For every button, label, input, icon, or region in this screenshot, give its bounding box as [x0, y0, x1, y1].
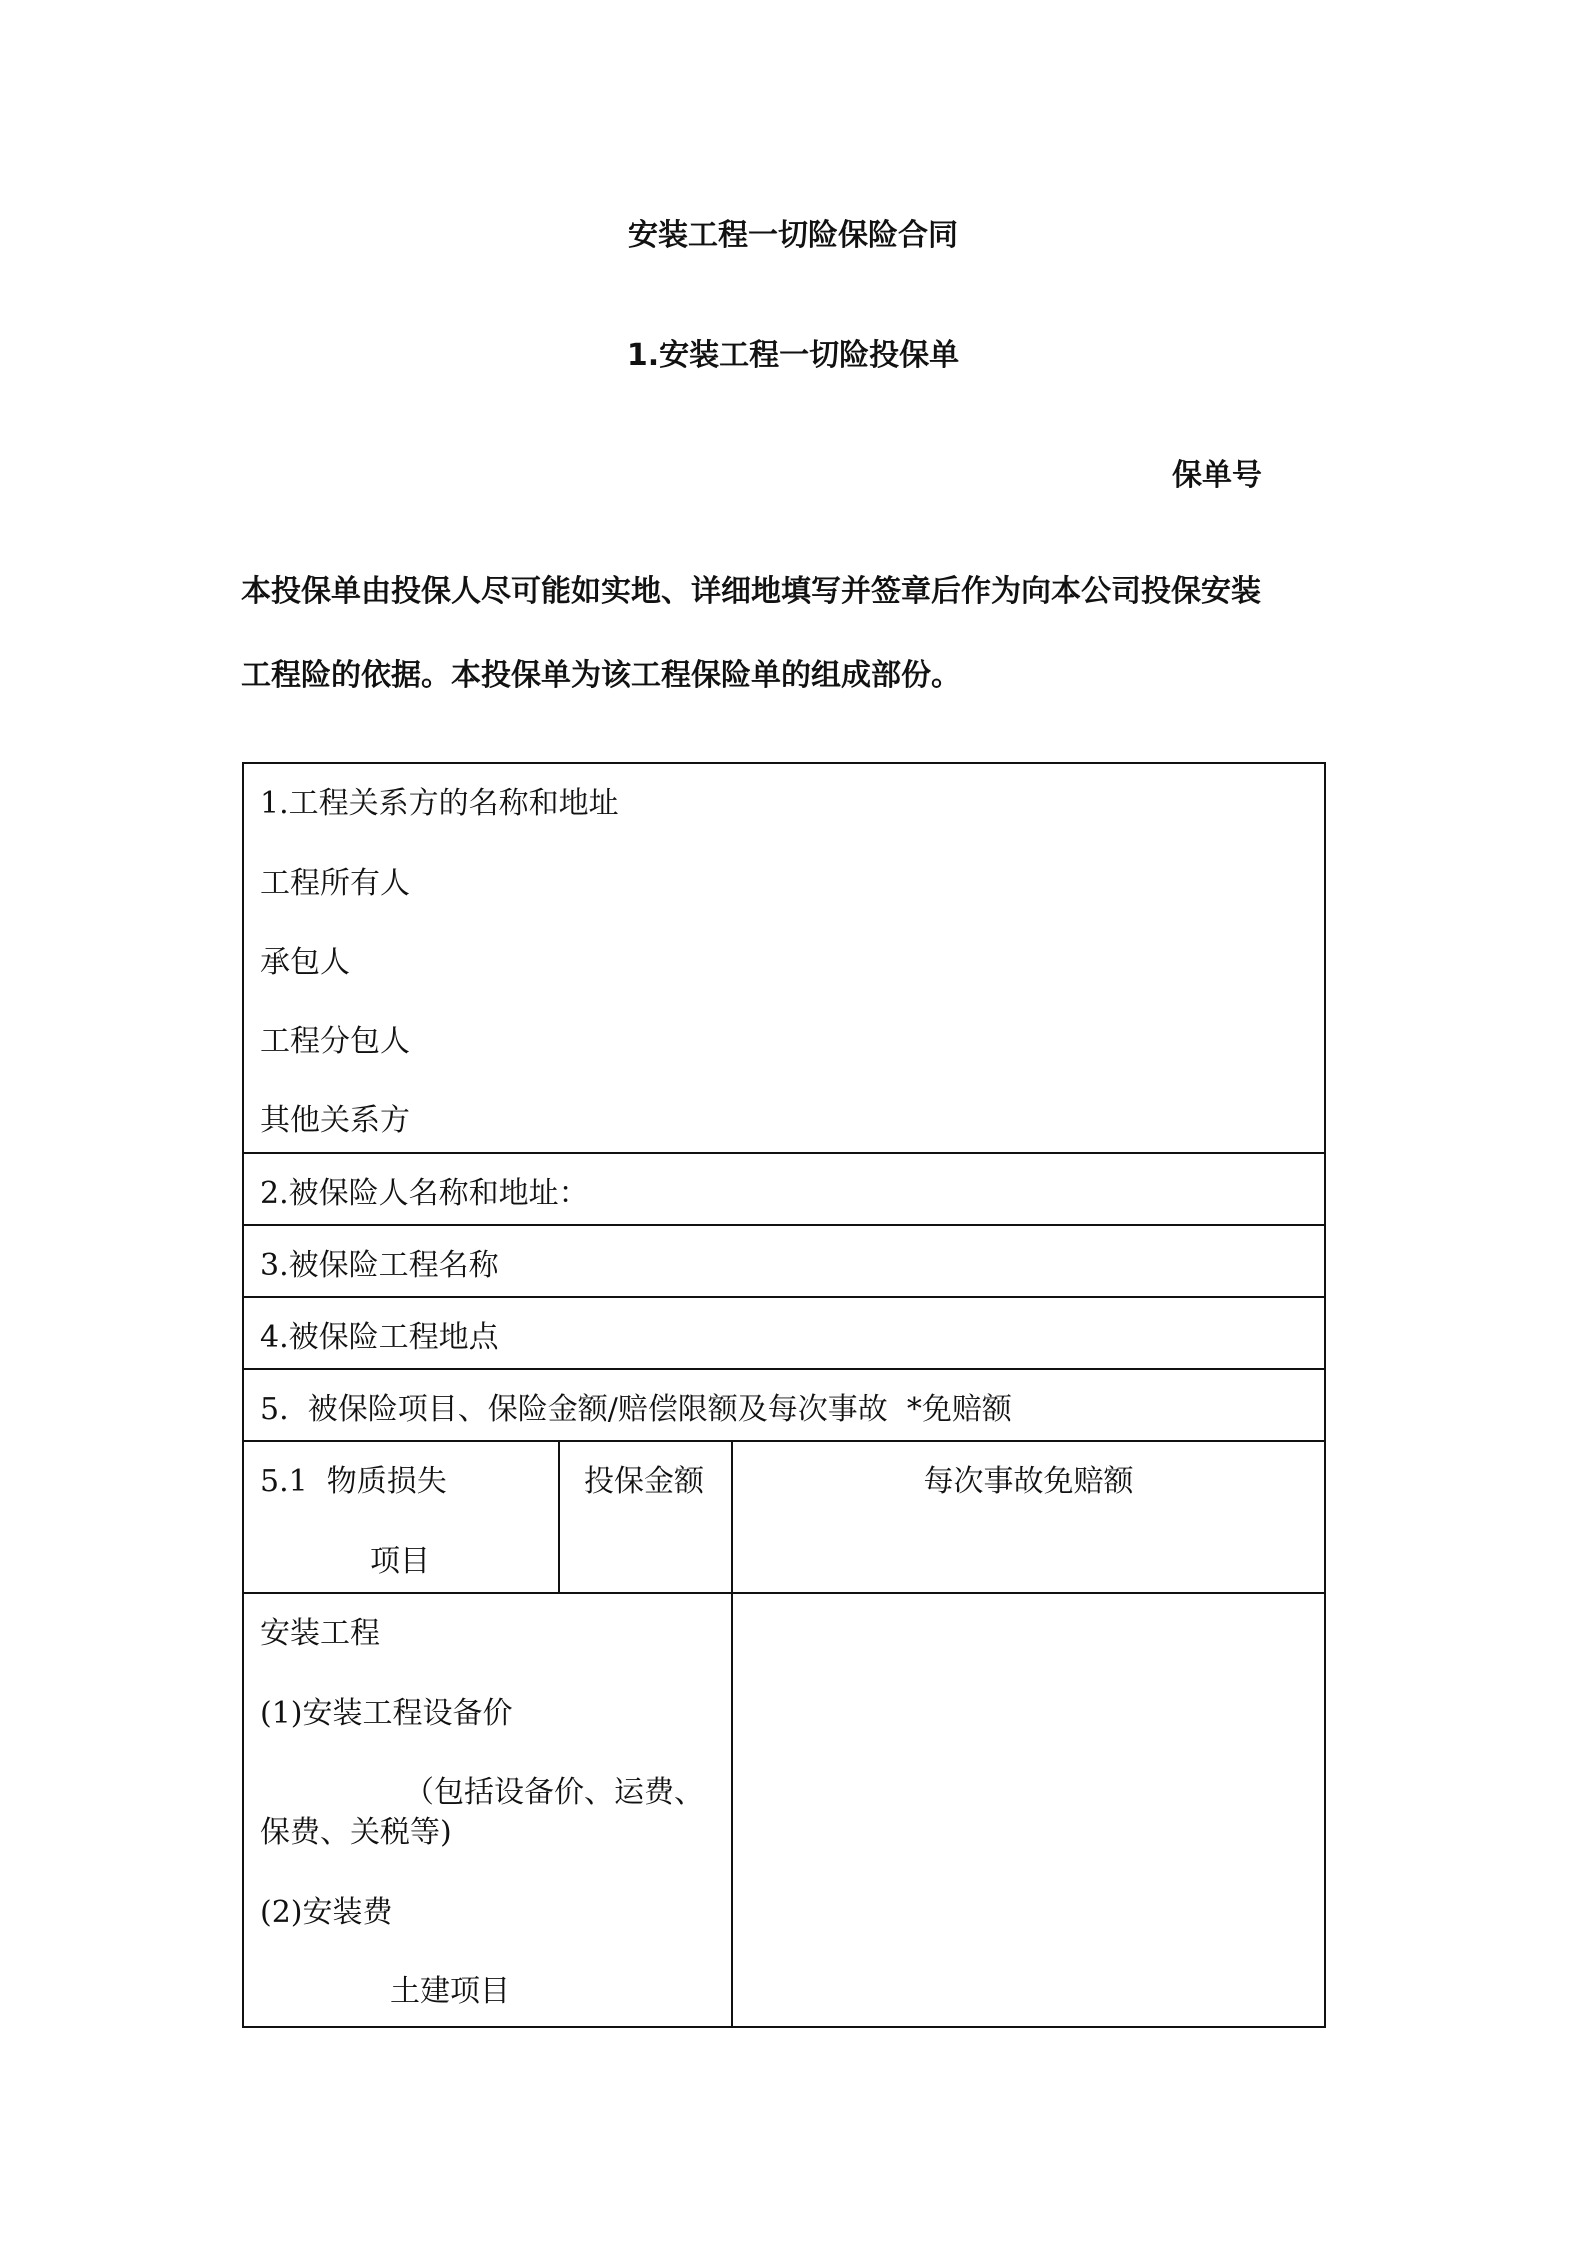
- intro-line-1: 本投保单由投保人尽可能如实地、详细地填写并签章后作为向本公司投保安装: [241, 574, 1261, 609]
- section-insured-items-label: 5. 被保险项目、保险金额/赔偿限额及每次事故 *免赔额: [260, 1392, 1012, 1427]
- document-title: 安装工程一切险保险合同: [628, 218, 958, 253]
- coverage-amount-cell[interactable]: [733, 1594, 1324, 2026]
- party-other-label: 其他关系方: [260, 1103, 410, 1138]
- section-parties-heading: 1.工程关系方的名称和地址: [260, 786, 619, 821]
- section-project-location: [244, 1298, 1324, 1370]
- policy-number-label: 保单号: [1172, 458, 1262, 493]
- section-insured-items: [244, 1370, 1324, 1442]
- application-form-table: [242, 762, 1326, 2028]
- item-equipment-note-1: （包括设备价、运费、: [404, 1775, 704, 1810]
- header-item-line2: 项目: [370, 1544, 430, 1579]
- section-insured-label: 2.被保险人名称和地址：: [260, 1176, 589, 1211]
- item-civil-works: 土建项目: [390, 1974, 510, 2009]
- coverage-items-cell: [244, 1594, 733, 2026]
- item-installation-works: 安装工程: [260, 1616, 380, 1651]
- coverage-items-row: [244, 1594, 1324, 2026]
- section-project-location-label: 4.被保险工程地点: [260, 1320, 499, 1355]
- section-project-name: [244, 1226, 1324, 1298]
- section-parties: [244, 764, 1324, 1154]
- header-deductible: 每次事故免赔额: [923, 1464, 1134, 1499]
- intro-line-2: 工程险的依据。本投保单为该工程保险单的组成部份。: [241, 658, 961, 693]
- document-subtitle: 1.安装工程一切险投保单: [626, 338, 960, 373]
- section-insured: [244, 1154, 1324, 1226]
- item-equipment-value: (1)安装工程设备价: [260, 1696, 513, 1731]
- party-contractor-label: 承包人: [260, 945, 350, 980]
- coverage-table-header: [244, 1442, 1324, 1594]
- item-installation-fee: (2)安装费: [260, 1895, 393, 1930]
- section-project-name-label: 3.被保险工程名称: [260, 1248, 499, 1283]
- item-equipment-note-2: 保费、关税等): [260, 1815, 452, 1850]
- header-item-line1: 5.1 物质损失: [260, 1464, 447, 1499]
- header-sum-insured: 投保金额: [584, 1464, 704, 1499]
- header-item-cell: [244, 1442, 560, 1592]
- header-sum-insured-cell: [560, 1442, 733, 1592]
- party-owner-label: 工程所有人: [260, 866, 410, 901]
- party-subcontractor-label: 工程分包人: [260, 1024, 410, 1059]
- header-deductible-cell: [733, 1442, 1324, 1592]
